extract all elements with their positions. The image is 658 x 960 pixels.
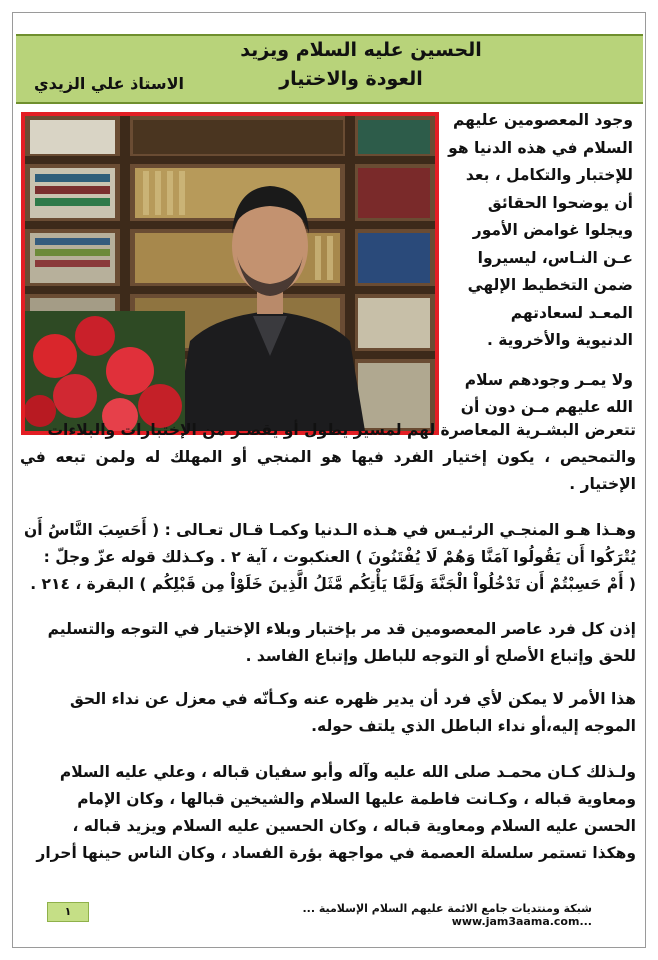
text-line: ولا يمـر وجودهم سلام: [464, 370, 633, 389]
page-number: ١: [47, 902, 89, 922]
text-line: ولـذلك كـان محمـد صلى الله عليه وآله وأبو سفيان قباله ، وعلي عليه السلام: [59, 763, 636, 781]
text-line: وهـذا هـو المنجـي الرئيـس في هـذه الـدنيا وكمـا قـال تعـالى : ( أَحَسِبَ النَّاسُ أَن: [24, 521, 636, 539]
paragraph-3: [20, 616, 636, 670]
network-name: شبكة ومنتديات جامع الائمة عليهم السلام الإسلامية ...: [302, 902, 592, 915]
paragraph-4: [20, 686, 636, 740]
text-line: يُتْرَكُوا أَن يَقُولُوا آمَنَّا وَهُمْ لَا يُفْتَنُونَ ) العنكبوت ، آية ٢ . وكـذلك قوله عزّ وجلّ :: [43, 548, 636, 566]
paragraph-5: [20, 759, 636, 867]
text-line: الحسن عليه السلام ومعاوية قباله ، وكان الحسين عليه السلام ويزيد قباله ،: [72, 817, 636, 835]
text-line: الدنيوية والأخروية .: [486, 331, 633, 349]
article-subtitle: العودة والاختيار: [279, 68, 423, 90]
site-url[interactable]: www.jam3aama.com...: [451, 915, 592, 928]
text-line: وجود المعصومين عليهم: [452, 111, 633, 129]
author-name: الاستاذ علي الزيدي: [34, 74, 185, 93]
text-line: أن يوضحوا الحقائق: [487, 193, 633, 212]
text-line: ويجلوا غوامض الأمور: [472, 221, 633, 239]
paragraph-2: [20, 517, 636, 598]
intro-text-column: [448, 107, 633, 422]
footer-credit: [172, 902, 592, 928]
text-line: السلام في هذه الدنيا هو: [448, 138, 633, 157]
text-line: [448, 355, 633, 367]
author-photo: [21, 112, 439, 435]
page-footer: [12, 892, 646, 932]
author-photo-image: [25, 116, 435, 431]
text-line: ضمن التخطيط الإلهي: [467, 276, 633, 294]
article-header: [16, 34, 643, 104]
text-line: والتمحيص ، يكون إختيار الفرد فيها هو المنجي أو المهلك له ولمن تبعه في الإختيار .: [20, 448, 636, 493]
text-line: ومعاوية قباله ، وكـانت فاطمة عليها السلام والشيخين قبالها ، وكان الإمام: [77, 790, 636, 808]
text-line: للحق وإتباع الأصلح أو التوجه للباطل وإتباع الفاسد .: [245, 647, 636, 665]
text-line: الله عليهم مـن دون أن: [460, 398, 633, 416]
text-line: عـن النـاس، ليسيروا: [477, 248, 633, 267]
article-title: الحسين عليه السلام ويزيد: [240, 39, 482, 61]
text-line: تتعرض البشـرية المعاصرة لهم لمسير يطول أو يقصـر من الإختبارات والبلاءات: [47, 421, 636, 439]
text-line: إذن كل فرد عاصر المعصومين قد مر بإختبار وبلاء الإختيار في التوجه والتسليم: [47, 620, 636, 638]
text-line: المعـد لسعادتهم: [510, 303, 633, 322]
text-line: وهكذا تستمر سلسلة العصمة في مواجهة بؤرة الفساد ، وكان الناس حينها أحرار: [36, 844, 636, 862]
text-line: الموجه إليه،أو نداء الباطل الذي يلتف حوله.: [311, 717, 636, 735]
text-line: هذا الأمر لا يمكن لأي فرد أن يدير ظهره عنه وكـأنّه في معزل عن نداء الحق: [69, 690, 636, 708]
text-line: ( أَمْ حَسِبْتُمْ أَن تَدْخُلُواْ الْجَنَّةَ وَلَمَّا يَأْتِكُم مَّثَلُ الَّذِينَ خَلَوْاْ مِن قَبْلِكُم ) البقرة ، ٢١٤ .: [30, 575, 636, 593]
paragraph-1: [20, 417, 636, 498]
text-line: للإختبار والتكامل ، بعد: [465, 166, 633, 184]
